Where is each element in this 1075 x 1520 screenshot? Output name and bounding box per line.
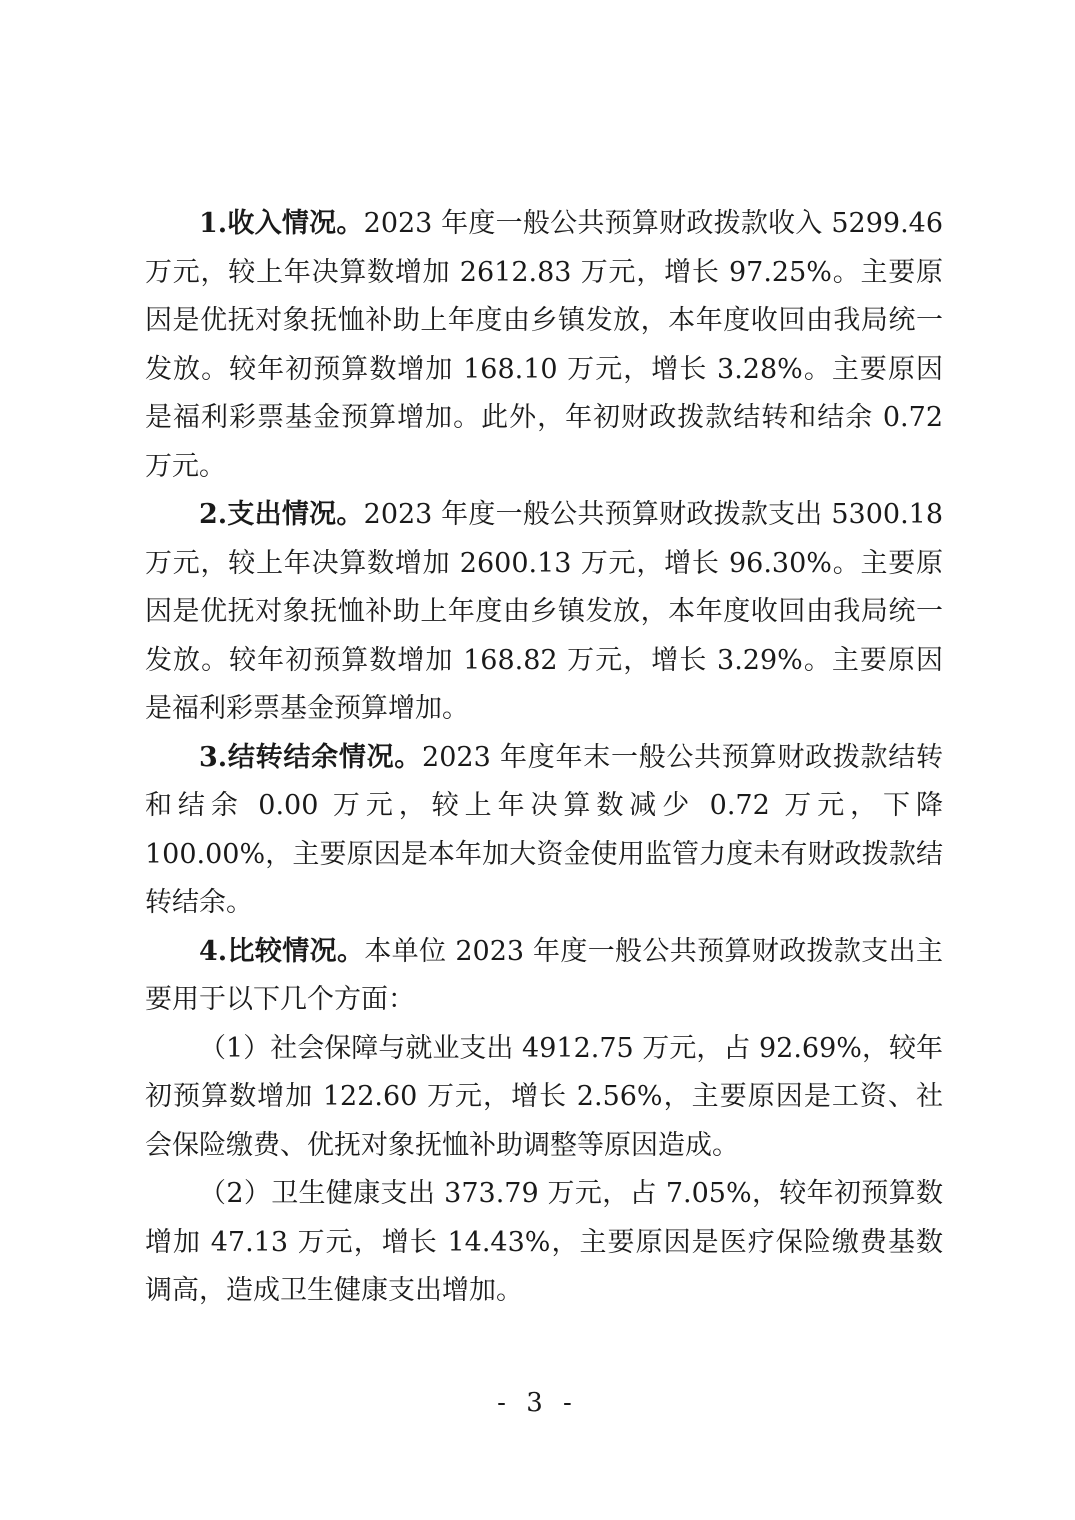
page-number: - 3 - [497, 1388, 578, 1418]
section-heading-income: 1.收入情况。 [199, 208, 364, 239]
paragraph-text: 本单位 2023 年度一般公共预算财政拨款支出主要用于以下几个方面： [145, 935, 943, 1015]
section-heading-expenditure: 2.支出情况。 [199, 499, 364, 530]
paragraph-expenditure [145, 491, 943, 734]
paragraph-item-2 [145, 1170, 943, 1316]
paragraph-text: 2023 年度一般公共预算财政拨款收入 5299.46 万元，较上年决算数增加 2612.83 万元，增长 97.25%。主要原因是优抚对象抚恤补助上年度由乡镇发放，本年度收回由我局统一发放。较年初预算数增加 168.10 万元，增长 3.28%。主要原因是福利彩票基金预算增加。此外，年初财政拨款结转和结余 0.72 万元。 [145, 208, 944, 482]
paragraph-text: 2023 年度年末一般公共预算财政拨款结转和结余 0.00 万元，较上年决算数减少 0.72 万元，下降 100.00%，主要原因是本年加大资金使用监管力度未有财政拨款结转结余。 [145, 741, 944, 918]
section-heading-comparison: 4.比较情况。 [199, 935, 365, 967]
paragraph-text: 2023 年度一般公共预算财政拨款支出 5300.18 万元，较上年决算数增加 2600.13 万元，增长 96.30%。主要原因是优抚对象抚恤补助上年度由乡镇发放，本年度收回由我局统一发放。较年初预算数增加 168.82 万元，增长 3.29%。主要原因是福利彩票基金预算增加。 [145, 499, 944, 724]
paragraph-text: （2）卫生健康支出 373.79 万元，占 7.05%，较年初预算数增加 47.13 万元，增长 14.43%，主要原因是医疗保险缴费基数调高，造成卫生健康支出增加。 [145, 1178, 943, 1306]
section-heading-carryover: 3.结转结余情况。 [199, 741, 423, 773]
paragraph-carryover [145, 734, 943, 928]
paragraph-text: （1）社会保障与就业支出 4912.75 万元，占 92.69%，较年初预算数增加 122.60 万元，增长 2.56%，主要原因是工资、社会保险缴费、优抚对象抚恤补助调整等原因造成。 [145, 1032, 943, 1161]
document-body [145, 200, 943, 1316]
paragraph-income [145, 200, 943, 491]
paragraph-comparison [145, 928, 943, 1025]
paragraph-item-1 [145, 1025, 943, 1171]
